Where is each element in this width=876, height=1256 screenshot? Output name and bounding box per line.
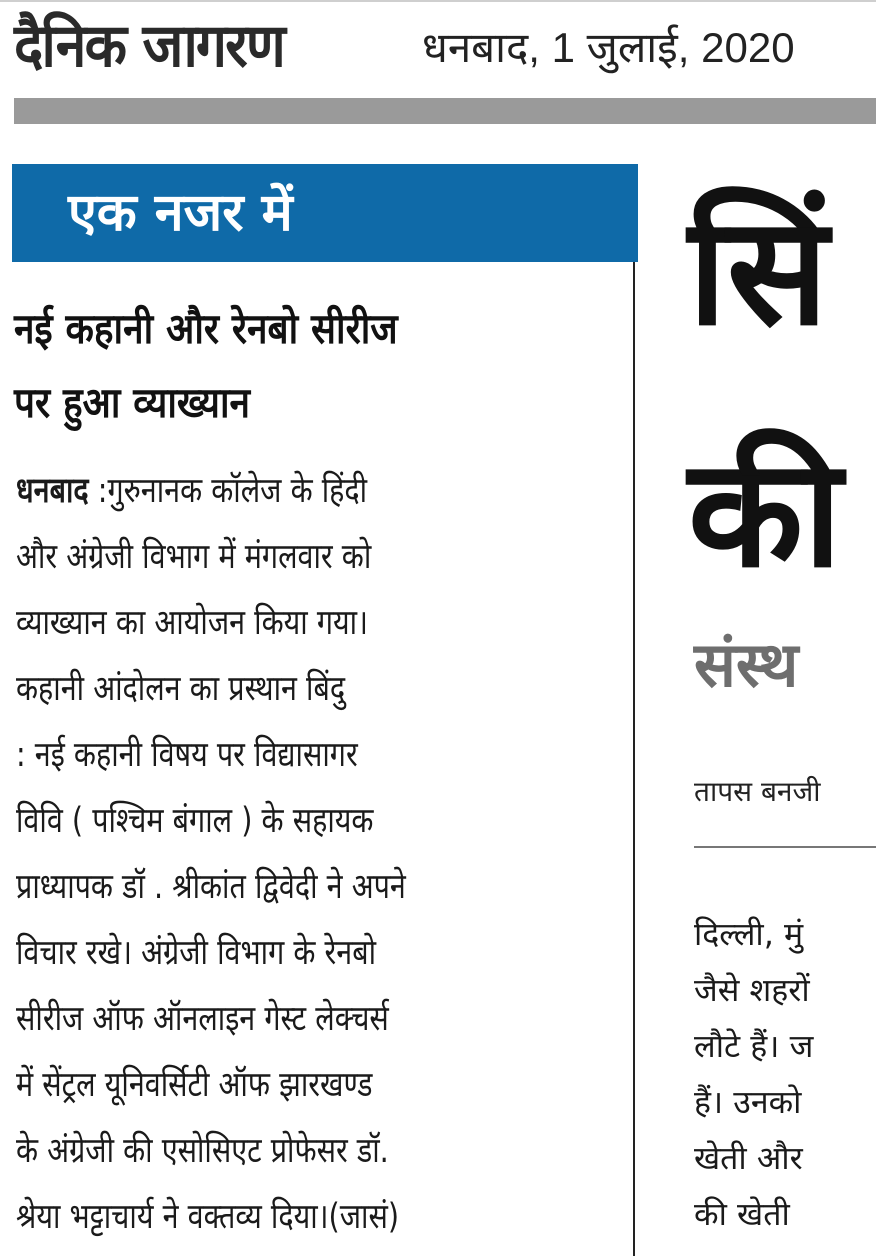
masthead-rule [14, 98, 876, 124]
body-line [16, 458, 524, 524]
right-headline-line-1: सिं [688, 185, 829, 359]
right-subhead: संस्थ [694, 628, 799, 701]
byline-rule [694, 846, 876, 848]
right-body-line: खेती और [694, 1139, 803, 1177]
headline-line-2: पर हुआ व्याख्यान [14, 378, 251, 427]
right-body-line: दिल्ली, मुं [694, 915, 804, 953]
body-line: प्राध्यापक डॉ . श्रीकांत द्विवेदी ने अपने [16, 867, 406, 907]
left-column [12, 164, 638, 1256]
body-line: में सेंट्रल यूनिवर्सिटी ऑफ झारखण्ड [16, 1065, 373, 1105]
body-line: विचार रखे। अंग्रेजी विभाग के रेनबो [16, 933, 377, 973]
top-border [0, 0, 876, 2]
body-line: व्याख्यान का आयोजन किया गया। [16, 603, 368, 643]
body-line: विवि ( पश्चिम बंगाल ) के सहायक [16, 801, 374, 841]
right-headline-line-2: की [688, 427, 843, 601]
column-divider [633, 262, 635, 1256]
masthead-dateline: धनबाद, 1 जुलाई, 2020 [422, 24, 795, 71]
right-body-line: की खेती [694, 1195, 790, 1233]
body-line: के अंग्रेजी की एसोसिएट प्रोफेसर डॉ. [16, 1131, 389, 1171]
article-place: धनबाद [16, 471, 89, 511]
section-banner [12, 164, 638, 262]
body-line: श्रेया भट्टाचार्य ने वक्तव्य दिया।(जासं) [16, 1197, 400, 1237]
body-line: : नई कहानी विषय पर विद्यासागर [16, 735, 358, 775]
body-line: कहानी आंदोलन का प्रस्थान बिंदु [16, 669, 346, 709]
right-body-line: लौटे हैं। ज [694, 1027, 814, 1065]
headline-line-1: नई कहानी और रेनबो सीरीज [14, 304, 398, 353]
body-line-text: :गुरुनानक कॉलेज के हिंदी [97, 471, 368, 511]
article-headline [14, 292, 551, 440]
section-banner-label: एक नजर में [68, 183, 293, 243]
masthead [10, 6, 876, 86]
body-line: और अंग्रेजी विभाग में मंगलवार को [16, 537, 372, 577]
body-line: सीरीज ऑफ ऑनलाइन गेस्ट लेक्चर्स [16, 999, 389, 1039]
newspaper-logo: दैनिक जागरण [14, 11, 284, 81]
right-body-line: जैसे शहरों [694, 971, 810, 1009]
right-column [640, 124, 876, 1256]
right-byline: तापस बनजी [694, 775, 821, 808]
article-body [16, 458, 636, 1250]
right-body-line: हैं। उनको [694, 1083, 802, 1121]
right-article-body [694, 906, 813, 1242]
